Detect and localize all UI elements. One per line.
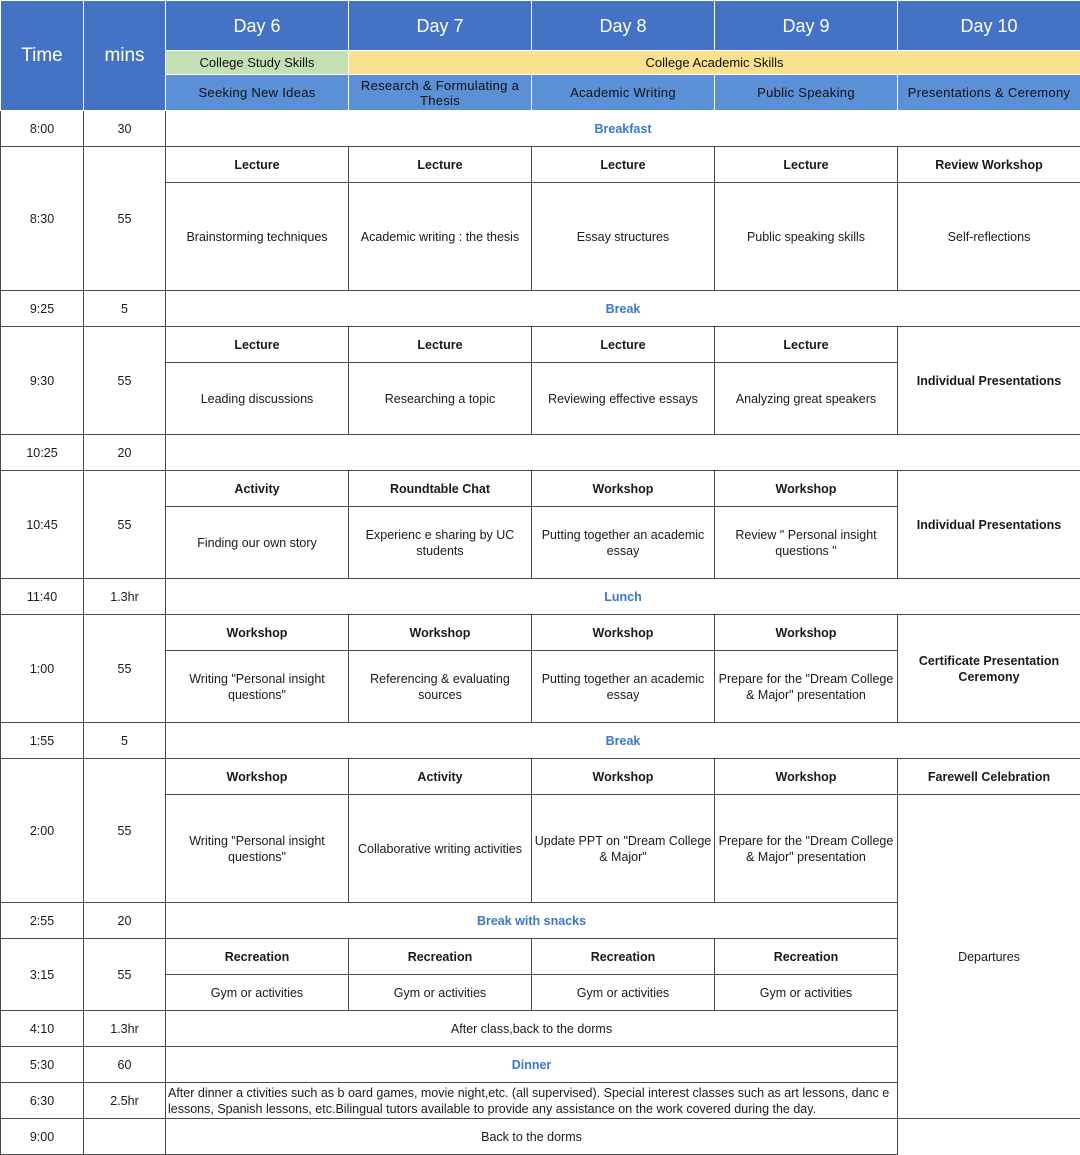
topic-day6: Seeking New Ideas — [166, 75, 349, 111]
day10-session: Individual Presentations — [898, 327, 1080, 435]
mins-cell: 2.5hr — [84, 1083, 166, 1119]
mins-cell: 55 — [84, 939, 166, 1011]
session-content: Researching a topic — [349, 363, 532, 435]
session-type: Workshop — [532, 759, 715, 795]
session-content: Prepare for the "Dream College & Major" presentation — [715, 795, 898, 903]
session-type: Workshop — [532, 615, 715, 651]
session-type: Lecture — [715, 327, 898, 363]
time-cell: 9:00 — [1, 1119, 84, 1155]
session-content: Update PPT on "Dream College & Major" — [532, 795, 715, 903]
session-type: Activity — [166, 471, 349, 507]
mins-cell: 55 — [84, 471, 166, 579]
break-cell: Break — [166, 723, 1080, 759]
session-type: Workshop — [715, 759, 898, 795]
session-type: Lecture — [715, 147, 898, 183]
time-cell: 4:10 — [1, 1011, 84, 1047]
session-content: Putting together an academic essay — [532, 507, 715, 579]
session-type: Lecture — [532, 327, 715, 363]
mins-cell — [84, 1119, 166, 1155]
session-content: Gym or activities — [166, 975, 349, 1011]
mins-header: mins — [84, 1, 166, 111]
time-cell: 8:30 — [1, 147, 84, 291]
session-content: Essay structures — [532, 183, 715, 291]
topic-day10: Presentations & Ceremony — [898, 75, 1080, 111]
time-cell: 3:15 — [1, 939, 84, 1011]
session-content: Analyzing great speakers — [715, 363, 898, 435]
session-type: Lecture — [349, 327, 532, 363]
mins-cell: 55 — [84, 759, 166, 903]
session-content: Prepare for the "Dream College & Major" presentation — [715, 651, 898, 723]
mins-cell: 55 — [84, 147, 166, 291]
session-type: Workshop — [166, 759, 349, 795]
day10-session: Individual Presentations — [898, 471, 1080, 579]
session-type: Recreation — [532, 939, 715, 975]
session-type: Recreation — [166, 939, 349, 975]
session-type: Workshop — [166, 615, 349, 651]
day7-header: Day 7 — [349, 1, 532, 51]
time-cell: 11:40 — [1, 579, 84, 615]
session-content: Gym or activities — [532, 975, 715, 1011]
time-cell: 1:00 — [1, 615, 84, 723]
session-content: Referencing & evaluating sources — [349, 651, 532, 723]
time-cell: 9:25 — [1, 291, 84, 327]
time-cell: 9:30 — [1, 327, 84, 435]
session-type: Workshop — [532, 471, 715, 507]
dinner-cell: Dinner — [166, 1047, 898, 1083]
interval-cell — [166, 435, 1080, 471]
day6-header: Day 6 — [166, 1, 349, 51]
time-cell: 10:45 — [1, 471, 84, 579]
mins-cell: 30 — [84, 111, 166, 147]
session-content: Leading discussions — [166, 363, 349, 435]
break-snacks-cell: Break with snacks — [166, 903, 898, 939]
mins-cell: 55 — [84, 327, 166, 435]
session-content: Gym or activities — [349, 975, 532, 1011]
day8-header: Day 8 — [532, 1, 715, 51]
session-type: Recreation — [349, 939, 532, 975]
evening-activities-cell: After dinner a ctivities such as b oard games, movie night,etc. (all supervised). Special interest classes such as art lessons, danc e lessons, Spanish lessons, etc.Bilingual tutors available to provide any assistance on the work covered during the day. — [166, 1083, 898, 1119]
session-content: Review " Personal insight questions " — [715, 507, 898, 579]
breakfast-cell: Breakfast — [166, 111, 1080, 147]
time-cell: 2:00 — [1, 759, 84, 903]
departures-cell: Departures — [898, 795, 1080, 1119]
session-type: Workshop — [715, 471, 898, 507]
session-type: Workshop — [715, 615, 898, 651]
session-content: Putting together an academic essay — [532, 651, 715, 723]
time-cell: 1:55 — [1, 723, 84, 759]
session-content: Reviewing effective essays — [532, 363, 715, 435]
mins-cell: 1.3hr — [84, 1011, 166, 1047]
session-content: Public speaking skills — [715, 183, 898, 291]
lunch-cell: Lunch — [166, 579, 1080, 615]
time-cell: 6:30 — [1, 1083, 84, 1119]
session-type: Lecture — [532, 147, 715, 183]
mins-cell: 60 — [84, 1047, 166, 1083]
session-type: Recreation — [715, 939, 898, 975]
back-to-dorms-cell: Back to the dorms — [166, 1119, 898, 1155]
mins-cell: 5 — [84, 291, 166, 327]
day10-session: Certificate Presentation Ceremony — [898, 615, 1080, 723]
mins-cell: 1.3hr — [84, 579, 166, 615]
mins-cell: 20 — [84, 435, 166, 471]
time-cell: 10:25 — [1, 435, 84, 471]
session-type: Lecture — [349, 147, 532, 183]
break-cell: Break — [166, 291, 1080, 327]
mins-cell: 5 — [84, 723, 166, 759]
session-type: Roundtable Chat — [349, 471, 532, 507]
time-cell: 5:30 — [1, 1047, 84, 1083]
session-type: Activity — [349, 759, 532, 795]
session-type: Lecture — [166, 147, 349, 183]
mins-cell: 55 — [84, 615, 166, 723]
session-content: Experienc e sharing by UC students — [349, 507, 532, 579]
session-content: Collaborative writing activities — [349, 795, 532, 903]
session-content: Writing "Personal insight questions" — [166, 795, 349, 903]
session-content: Self-reflections — [898, 183, 1080, 291]
after-class-cell: After class,back to the dorms — [166, 1011, 898, 1047]
day9-header: Day 9 — [715, 1, 898, 51]
category-study-skills: College Study Skills — [166, 51, 349, 75]
session-type: Review Workshop — [898, 147, 1080, 183]
session-content: Finding our own story — [166, 507, 349, 579]
category-academic-skills: College Academic Skills — [349, 51, 1080, 75]
session-type: Workshop — [349, 615, 532, 651]
time-cell: 2:55 — [1, 903, 84, 939]
day10-header: Day 10 — [898, 1, 1080, 51]
topic-day9: Public Speaking — [715, 75, 898, 111]
session-content: Writing "Personal insight questions" — [166, 651, 349, 723]
topic-day8: Academic Writing — [532, 75, 715, 111]
session-type: Lecture — [166, 327, 349, 363]
session-content: Academic writing : the thesis — [349, 183, 532, 291]
session-type: Farewell Celebration — [898, 759, 1080, 795]
session-content: Gym or activities — [715, 975, 898, 1011]
mins-cell: 20 — [84, 903, 166, 939]
time-cell: 8:00 — [1, 111, 84, 147]
session-content: Brainstorming techniques — [166, 183, 349, 291]
time-header: Time — [1, 1, 84, 111]
topic-day7: Research & Formulating a Thesis — [349, 75, 532, 111]
